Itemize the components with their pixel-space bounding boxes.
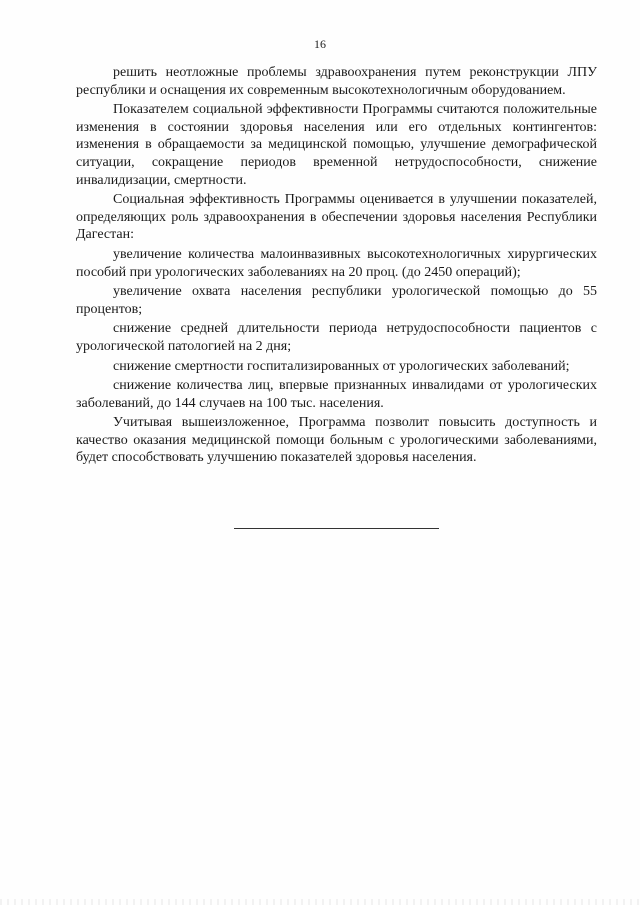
list-item-surgery: увеличение количества малоинвазивных высокотехнологичных хирургических пособий при урологических заболеваниях на 20 проц. (до 2450 операций); [76,246,597,280]
list-item-coverage: увеличение охвата населения республики урологической помощью до 55 процентов; [76,284,597,317]
scan-edge-artifact [0,899,640,905]
document-body [76,64,597,469]
paragraph-3: Социальная эффективность Программы оценивается в улучшении показателей, определяющих роль здравоохранения в обеспечении здоровья населения Республики Дагестан: [76,192,597,243]
end-separator-line [234,528,439,529]
list-item-mortality: снижение смертности госпитализированных от урологических заболеваний; [113,358,570,374]
list-item-disability-period: снижение средней длительности периода нетрудоспособности пациентов с урологической патологией на 2 дня; [76,321,597,354]
paragraph-1: решить неотложные проблемы здравоохранения путем реконструкции ЛПУ республики и оснащения их современным высокотехнологичным оборудованием. [76,65,597,98]
list-item-invalids: снижение количества лиц, впервые признанных инвалидами от урологических заболеваний, до 144 случаев на 100 тыс. населения. [76,378,597,411]
paragraph-conclusion: Учитывая вышеизложенное, Программа позволит повысить доступность и качество оказания медицинской помощи больным с урологическими заболеваниями, будет способствовать улучшению показателей здоровья населения. [76,415,597,466]
paragraph-2: Показателем социальной эффективности Программы считаются положительные изменения в состоянии здоровья населения или его отдельных контингентов: изменения в обращаемости за медицинской помощью, улучшение демографической ситуации, сокращение периодов временной нетрудоспособности, снижение инвалидизации, смертности. [76,102,597,188]
page-number: 16 [314,37,326,51]
